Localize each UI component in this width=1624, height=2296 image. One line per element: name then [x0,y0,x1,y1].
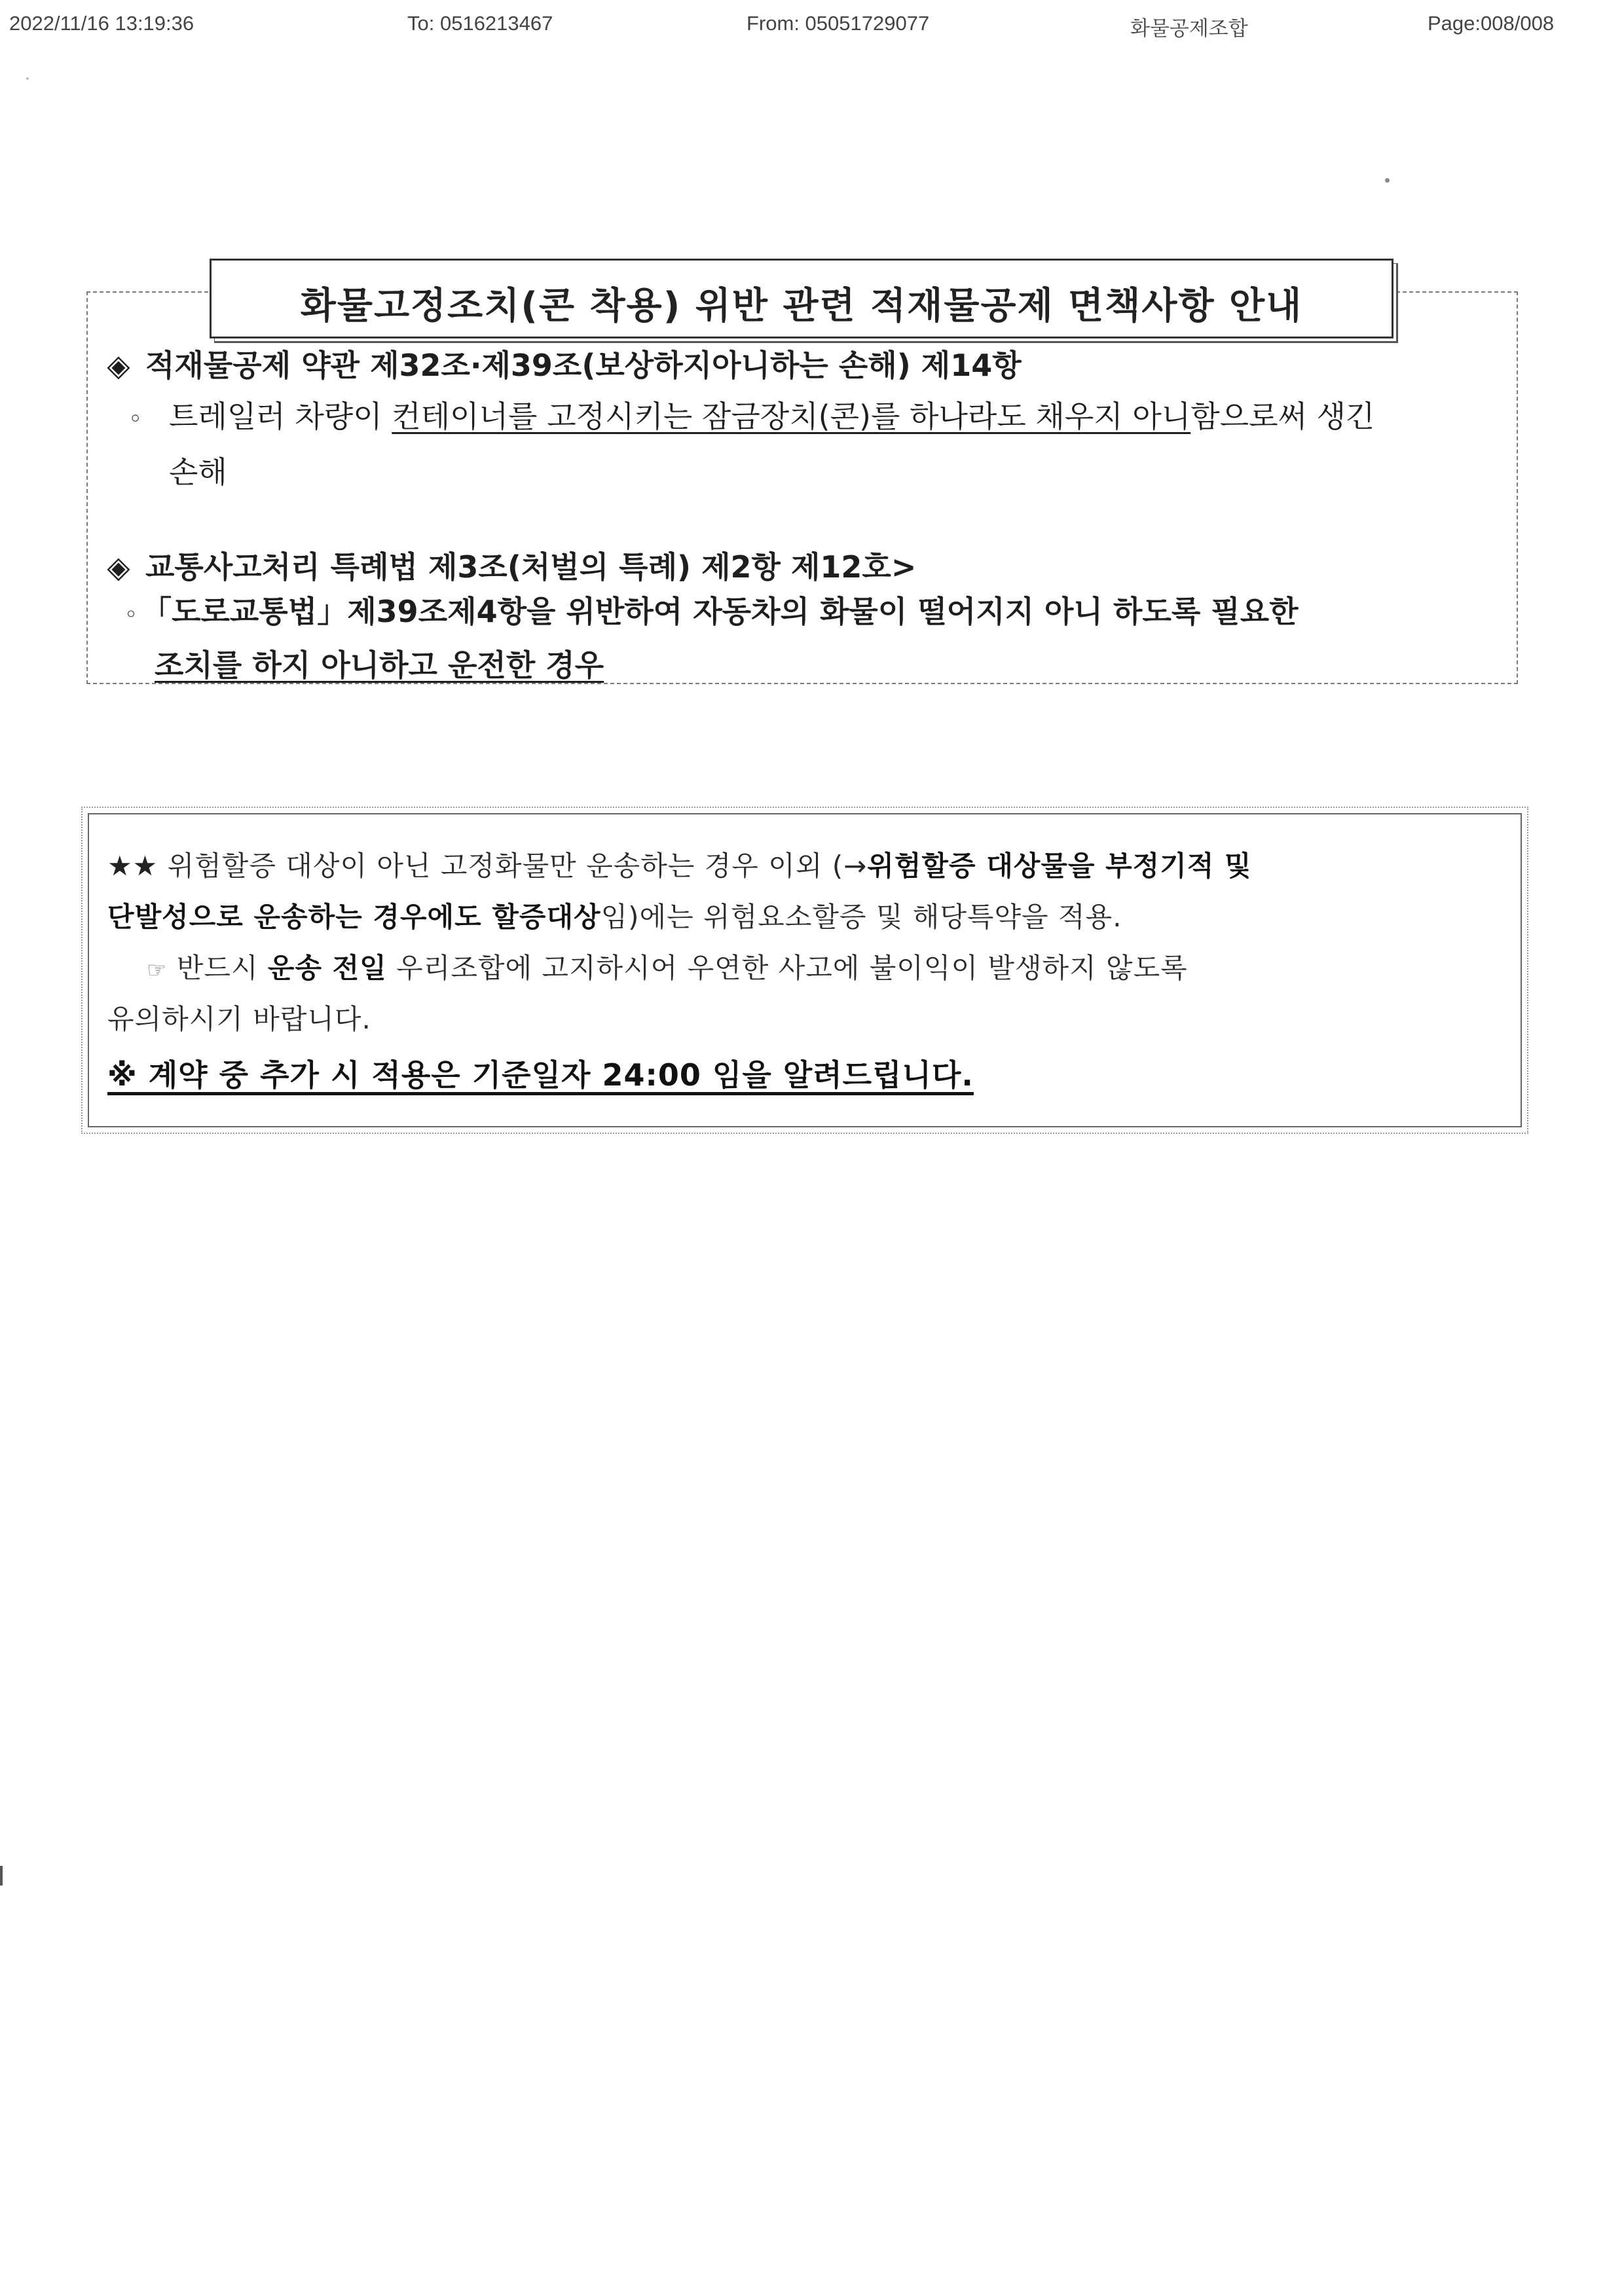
section1-line1-post: 함으로써 생긴 [1190,399,1375,434]
fax-to-number: To: 0516213467 [407,12,553,35]
circle-bullet-icon: ◦ [124,602,138,628]
notice-p3-bold: 운송 전일 [267,952,387,984]
fax-datetime: 2022/11/16 13:19:36 [9,12,194,35]
scan-speck [26,77,29,80]
section1-heading: 적재물공제 약관 제32조·제39조(보상하지아니하는 손해) 제14항 [145,348,1022,383]
notice-p1-bold: 위험할증 대상물을 부정기적 및 [867,850,1252,882]
section2-heading: 교통사고처리 특례법 제3조(처벌의 특례) 제2항 제12호> [145,549,917,585]
section1-line1-underlined: 컨테이너를 고정시키는 잠금장치(콘)를 하나라도 채우지 아니 [392,399,1191,434]
diamond-bullet-icon: ◈ [107,348,130,383]
notice-title: 화물고정조치(콘 착용) 위반 관련 적재물공제 면책사항 안내 [300,285,1303,327]
section1-line2: 손해 [169,454,227,490]
pointing-hand-icon: ☞ [147,957,168,983]
notice-p2-bold: 단발성으로 운송하는 경우에도 할증대상 [107,901,601,933]
notice-paragraph-1 [107,845,1252,884]
section1-heading-line [105,342,1022,385]
notice-p3-text2: 우리조합에 고지하시어 우연한 사고에 불이익이 발생하지 않도록 [386,952,1188,984]
section2-line2 [155,642,604,685]
fax-from-number: From: 05051729077 [747,12,930,35]
notice-p1-text: 위험할증 대상이 아닌 고정화물만 운송하는 경우 이외 (→ [158,850,868,882]
section2-heading-line [105,543,916,587]
section1-line1-pre: 트레일러 차량이 [169,399,392,434]
circle-bullet-icon: ◦ [128,406,143,433]
notice-title-box [210,259,1393,338]
notice-paragraph-2 [107,896,1122,935]
diamond-bullet-icon: ◈ [107,549,130,585]
notice-paragraph-3 [147,947,1188,986]
notice-p2-text: 임)에는 위험요소할증 및 해당특약을 적용. [600,901,1122,933]
scan-speck [1385,178,1390,183]
notice-paragraph-4: 유의하시기 바랍니다. [107,1003,371,1035]
notice-paragraph-5: ※ 계약 중 추가 시 적용은 기준일자 24:00 임을 알려드립니다. [107,1057,974,1093]
fax-organization: 화물공제조합 [1130,17,1248,40]
section2-line2-text: 조치를 하지 아니하고 운전한 경우 [155,647,604,683]
scan-edge-mark [0,1866,3,1886]
fax-page-number: Page:008/008 [1428,12,1555,35]
section1-bullet-line [128,393,1375,436]
double-star-icon: ★★ [107,850,158,882]
notice-p3-text1: 반드시 [167,952,268,984]
fax-header [0,12,1624,45]
section2-bullet-line [124,588,1299,631]
section2-line1: 「도로교통법」제39조제4항을 위반하여 자동차의 화물이 떨어지지 아니 하도록 필요한 [141,594,1299,629]
